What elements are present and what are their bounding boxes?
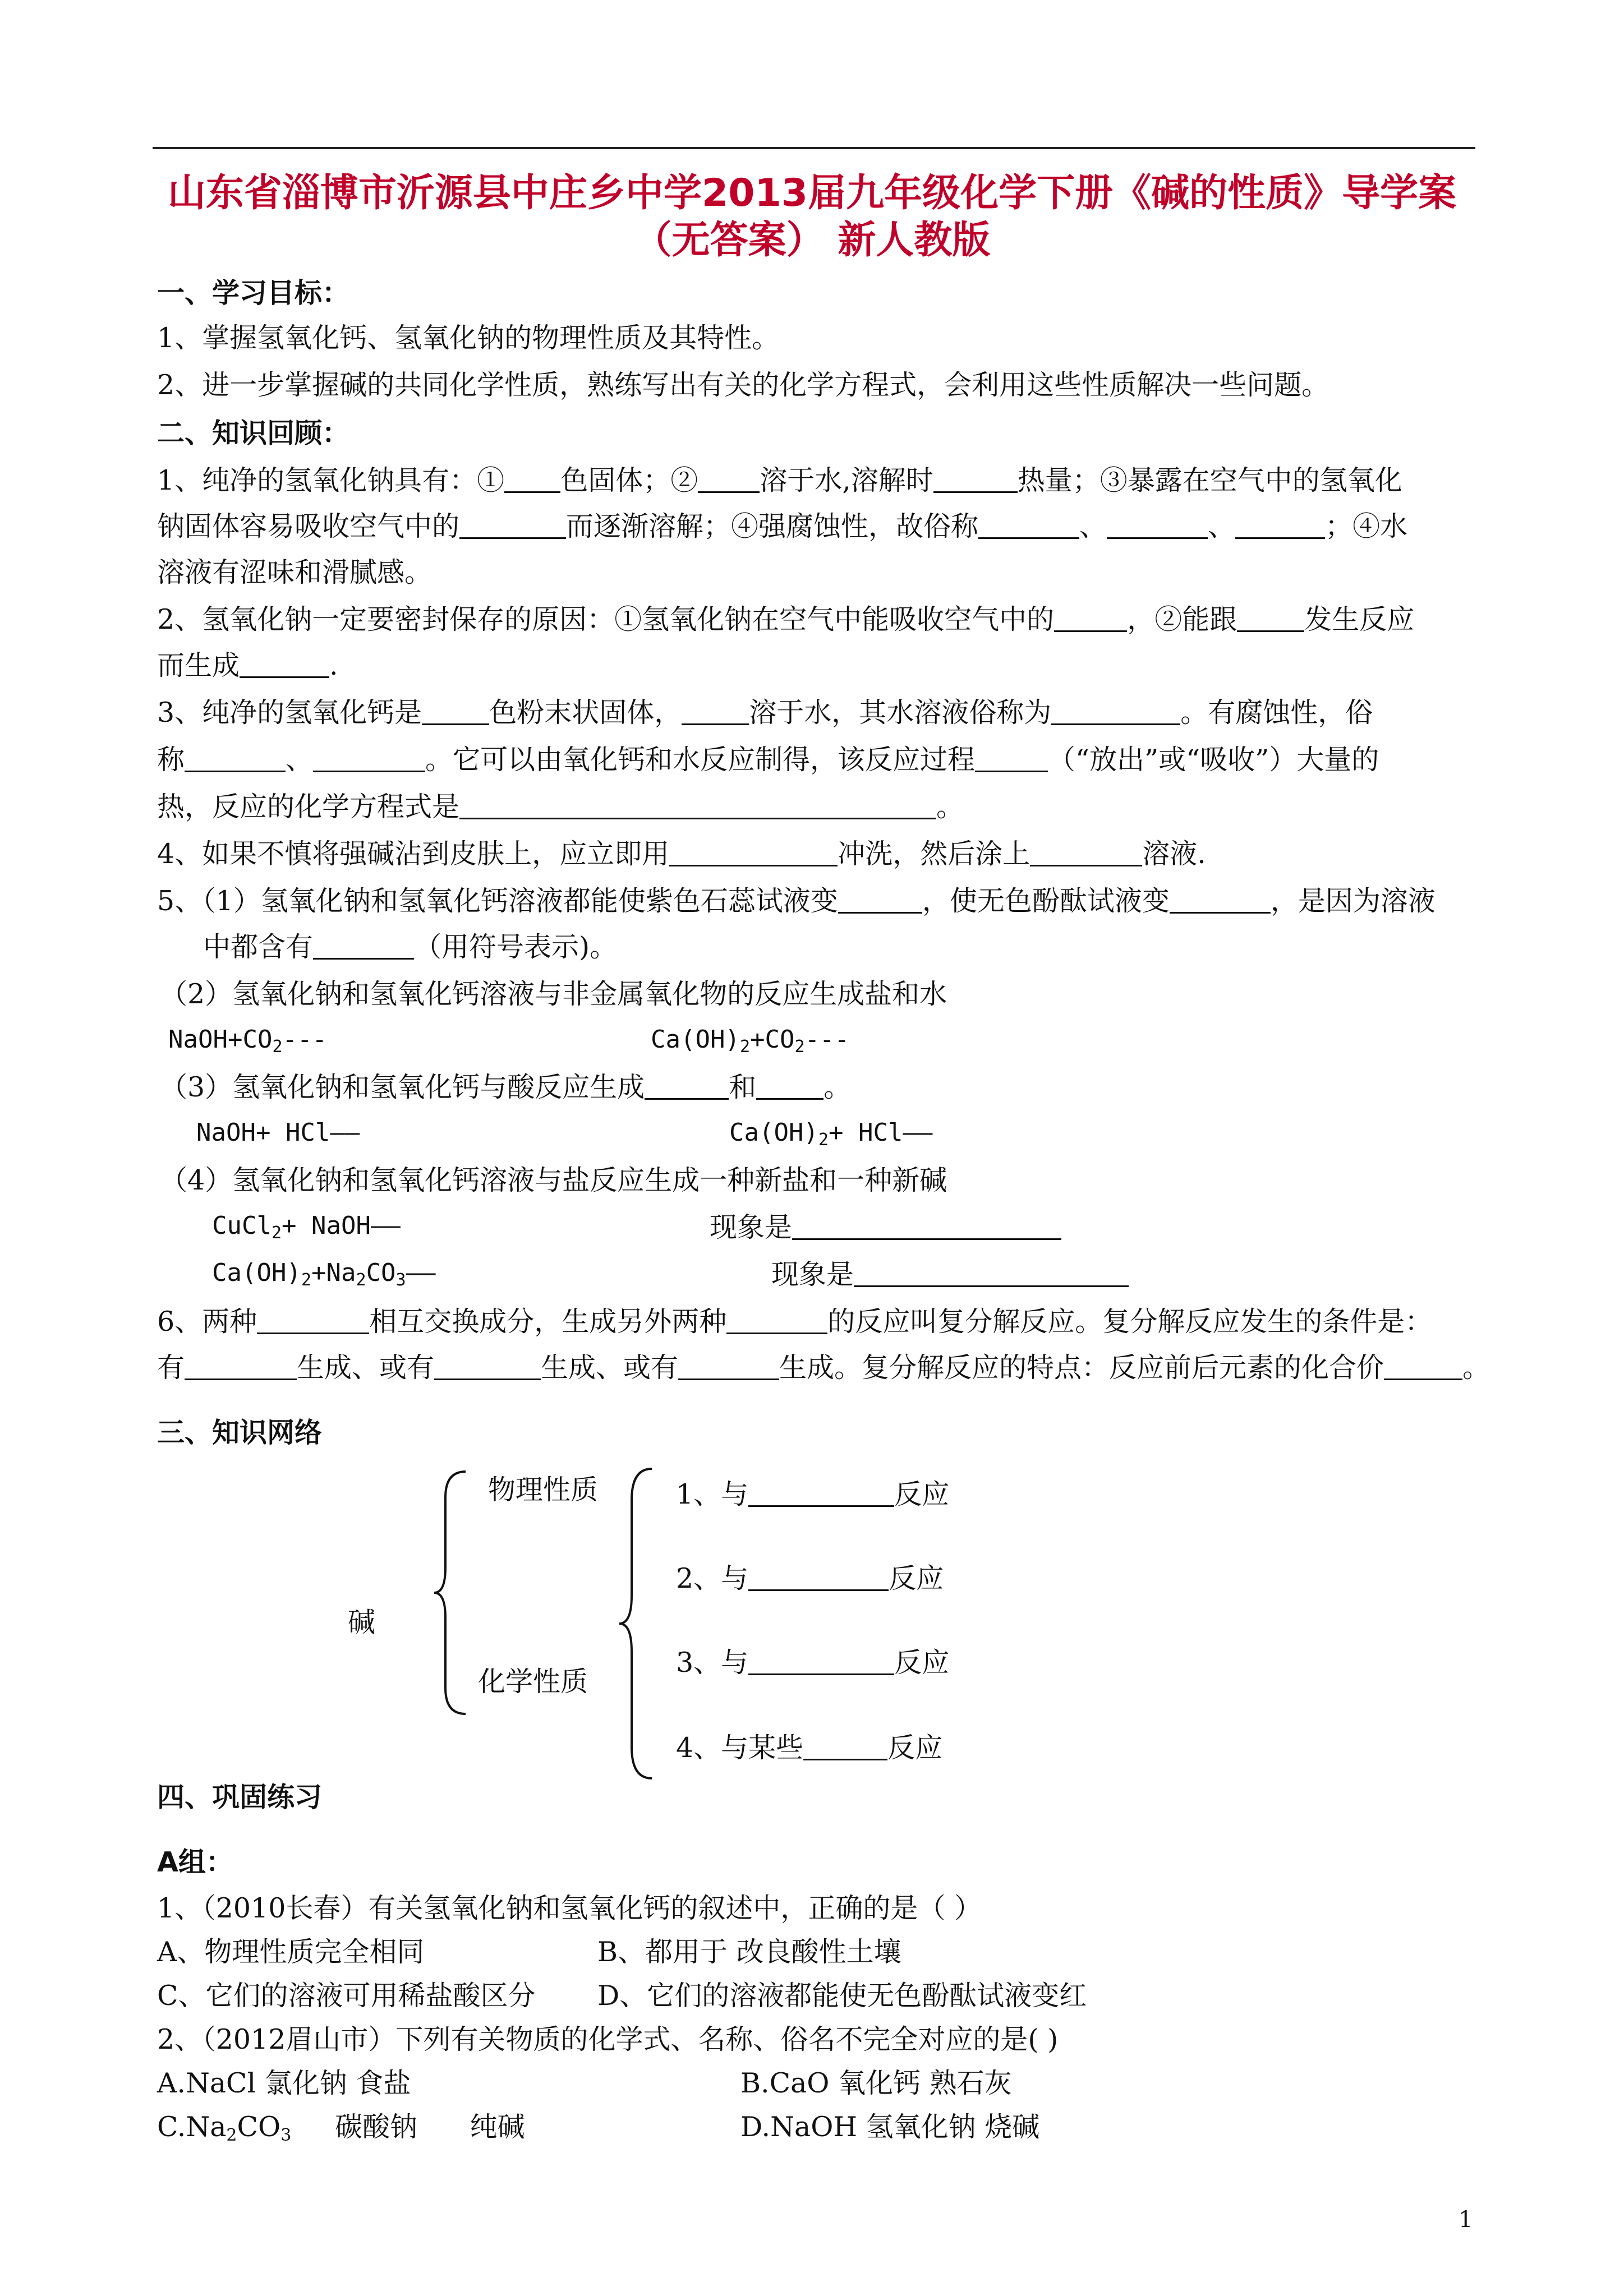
practice-q1-option-c[interactable]: C、它们的溶液可用稀盐酸区分 xyxy=(157,1980,536,2012)
text: 色粉末状固体， xyxy=(489,697,682,729)
text: +Na xyxy=(311,1258,356,1287)
text: 冲洗，然后涂上 xyxy=(838,838,1030,870)
text: 2、氢氧化钠一定要密封保存的原因：①氢氧化钠在空气中能吸收空气中的 xyxy=(157,603,1055,635)
equation-naoh-hcl: NaOH+ HCl—— xyxy=(196,1118,360,1147)
text: 。它可以由氧化钙和水反应制得，该反应过程 xyxy=(425,744,976,776)
text: 而逐渐溶解；④强腐蚀性，故俗称 xyxy=(566,510,979,542)
text: 。 xyxy=(936,791,964,823)
subscript: 2 xyxy=(272,1037,283,1057)
answer-blank[interactable] xyxy=(313,746,425,772)
answer-blank[interactable] xyxy=(838,887,922,914)
subscript: 3 xyxy=(280,2126,292,2145)
answer-blank[interactable] xyxy=(1107,513,1208,539)
answer-blank[interactable] xyxy=(1051,699,1180,725)
text: 2、与 xyxy=(676,1562,749,1594)
network-right-brace xyxy=(617,1467,662,1781)
answer-blank[interactable] xyxy=(185,1354,297,1380)
answer-blank[interactable] xyxy=(185,746,286,772)
text: ，使无色酚酞试液变 xyxy=(922,885,1170,917)
text: 相互交换成分，生成另外两种 xyxy=(369,1306,727,1338)
answer-blank[interactable] xyxy=(933,467,1018,493)
answer-blank[interactable] xyxy=(682,699,749,725)
practice-q1-option-b[interactable]: B、都用于 改良酸性土壤 xyxy=(597,1936,901,1968)
network-physical-properties: 物理性质 xyxy=(488,1474,599,1506)
network-left-brace xyxy=(432,1469,477,1716)
subscript: 2 xyxy=(739,1037,751,1057)
text: 生成、或有 xyxy=(541,1352,679,1384)
equation-caoh2-na2co3 xyxy=(212,1258,436,1290)
text: 溶液. xyxy=(1142,838,1206,870)
answer-blank[interactable] xyxy=(1384,1354,1462,1380)
doc-title-line-1: 山东省淄博市沂源县中庄乡中学2013届九年级化学下册《碱的性质》导学案 xyxy=(167,171,1457,215)
review-q3-line1 xyxy=(157,697,1373,729)
subscript: 3 xyxy=(395,1270,406,1290)
answer-blank[interactable] xyxy=(459,793,936,819)
section-heading-goals: 一、学习目标： xyxy=(157,277,350,309)
answer-blank[interactable] xyxy=(257,1308,369,1334)
page-number: 1 xyxy=(1459,2207,1473,2233)
review-q6-line1 xyxy=(157,1306,1433,1338)
text: （3）氢氧化钠和氢氧化钙与酸反应生成 xyxy=(160,1071,645,1103)
subscript: 2 xyxy=(794,1037,805,1057)
text: —— xyxy=(406,1258,436,1287)
answer-blank[interactable] xyxy=(748,1649,894,1675)
network-root-base: 碱 xyxy=(348,1606,376,1638)
text: Ca(OH) xyxy=(651,1025,740,1054)
text: ，是因为溶液 xyxy=(1270,885,1436,917)
review-q5-part3 xyxy=(160,1073,851,1101)
review-q5-part2: （2）氢氧化钠和氢氧化钙溶液与非金属氧化物的反应生成盐和水 xyxy=(160,978,947,1010)
equation-caoh2-co2 xyxy=(651,1025,850,1057)
review-q4 xyxy=(157,840,1206,868)
text: 1、纯净的氢氧化钠具有：① xyxy=(157,464,505,496)
text: Ca(OH) xyxy=(729,1118,818,1147)
section-heading-review: 二、知识回顾： xyxy=(157,417,350,449)
text: CuCl xyxy=(212,1211,272,1240)
text: + NaOH—— xyxy=(282,1211,401,1240)
practice-q2-option-b[interactable]: B.CaO 氧化钙 熟石灰 xyxy=(740,2067,1012,2099)
text: 的反应叫复分解反应。复分解反应发生的条件是： xyxy=(827,1306,1433,1338)
answer-blank[interactable] xyxy=(803,1734,887,1760)
text: 反应 xyxy=(887,1732,943,1764)
answer-blank[interactable] xyxy=(678,1354,779,1380)
text: +CO xyxy=(750,1025,795,1054)
answer-blank[interactable] xyxy=(698,467,760,493)
text: 色固体；② xyxy=(560,464,698,496)
text: Ca(OH) xyxy=(212,1258,301,1287)
text: 中都含有 xyxy=(203,931,314,963)
doc-title-line-2: （无答案） 新人教版 xyxy=(633,218,991,262)
review-q6-line2 xyxy=(157,1352,1490,1384)
equation-caoh2-hcl xyxy=(729,1118,933,1150)
text: 4、如果不慎将强碱沾到皮肤上，应立即用 xyxy=(157,838,670,870)
phenomenon-2 xyxy=(771,1258,1129,1290)
answer-blank[interactable] xyxy=(854,1261,1129,1287)
text: 。 xyxy=(823,1071,852,1103)
text: 1、与 xyxy=(676,1478,749,1510)
answer-blank[interactable] xyxy=(748,1481,894,1507)
subscript: 2 xyxy=(818,1130,829,1150)
practice-q2-option-a[interactable]: A.NaCl 氯化钠 食盐 xyxy=(157,2067,411,2099)
text: 。 xyxy=(1462,1352,1490,1384)
text: 5、（1）氢氧化钠和氢氧化钙溶液都能使紫色石蕊试液变 xyxy=(157,885,838,917)
answer-blank[interactable] xyxy=(1237,606,1304,632)
text: 4、与某些 xyxy=(676,1732,804,1764)
answer-blank[interactable] xyxy=(1054,606,1127,632)
answer-blank[interactable] xyxy=(1235,513,1325,539)
text: 反应 xyxy=(894,1647,950,1679)
equation-cucl2-naoh xyxy=(212,1211,401,1243)
practice-q2-option-c[interactable] xyxy=(157,2111,525,2145)
answer-blank[interactable] xyxy=(975,746,1048,772)
answer-blank[interactable] xyxy=(313,933,414,960)
answer-blank[interactable] xyxy=(1170,887,1271,914)
network-reaction-3 xyxy=(676,1647,950,1679)
network-reaction-4 xyxy=(676,1734,942,1762)
text: . xyxy=(329,649,338,681)
practice-group-a: A组： xyxy=(157,1846,233,1878)
practice-q2-option-d[interactable]: D.NaOH 氢氧化钠 烧碱 xyxy=(740,2111,1040,2143)
text: 现象是 xyxy=(771,1258,854,1290)
text: 。有腐蚀性，俗 xyxy=(1180,697,1373,729)
text: ；④水 xyxy=(1325,510,1408,542)
network-reaction-1 xyxy=(676,1478,950,1510)
text: 反应 xyxy=(889,1562,944,1594)
answer-blank[interactable] xyxy=(504,467,560,493)
practice-q2: 2、（2012眉山市）下列有关物质的化学式、名称、俗名不完全对应的是( ) xyxy=(157,2023,1059,2055)
review-q5-part4: （4）氢氧化钠和氢氧化钙溶液与盐反应生成一种新盐和一种新碱 xyxy=(160,1164,947,1196)
answer-blank[interactable] xyxy=(978,513,1079,539)
text: 称 xyxy=(157,744,185,776)
text: + HCl—— xyxy=(829,1118,933,1147)
answer-blank[interactable] xyxy=(645,1073,729,1100)
header-rule xyxy=(153,147,1475,149)
text: 、 xyxy=(286,744,314,776)
subscript: 2 xyxy=(226,2126,237,2145)
review-q3-line2 xyxy=(157,744,1379,776)
text: 现象是 xyxy=(710,1211,793,1243)
text: 、 xyxy=(1079,510,1107,542)
equation-naoh-co2 xyxy=(168,1025,327,1057)
section-heading-network: 三、知识网络 xyxy=(157,1417,323,1449)
review-q2-line2 xyxy=(157,649,338,681)
practice-q1: 1、（2010长春）有关氢氧化钠和氢氧化钙的叙述中，正确的是（ ） xyxy=(157,1892,982,1924)
review-q1-line2 xyxy=(157,510,1408,542)
text: 碳酸钠 纯碱 xyxy=(291,2111,525,2143)
text: 3、纯净的氢氧化钙是 xyxy=(157,697,422,729)
review-q1-line3: 溶液有涩味和滑腻感。 xyxy=(157,556,433,588)
text: 生成。复分解反应的特点：反应前后元素的化合价 xyxy=(779,1352,1384,1384)
text: 和 xyxy=(729,1071,757,1103)
text: --- xyxy=(804,1025,850,1054)
text: NaOH+CO xyxy=(168,1025,273,1054)
answer-blank[interactable] xyxy=(726,1308,827,1334)
answer-blank[interactable] xyxy=(434,1354,541,1380)
text: 、 xyxy=(1208,510,1236,542)
phenomenon-1 xyxy=(710,1211,1061,1243)
text: 热，反应的化学方程式是 xyxy=(157,791,460,823)
text: --- xyxy=(282,1025,327,1054)
network-reaction-2 xyxy=(676,1562,944,1594)
section-heading-practice: 四、巩固练习 xyxy=(157,1781,323,1813)
answer-blank[interactable] xyxy=(422,699,489,725)
subscript: 2 xyxy=(301,1270,312,1290)
text: ，②能跟 xyxy=(1127,603,1237,635)
text: 溶于水，其水溶液俗称为 xyxy=(749,697,1052,729)
review-q5-line1 xyxy=(157,887,1436,915)
text: CO xyxy=(237,2111,281,2143)
goal-1: 1、掌握氢氧化钙、氢氧化钠的物理性质及其特性。 xyxy=(157,322,780,354)
answer-blank[interactable] xyxy=(669,840,838,866)
text: CO xyxy=(366,1258,396,1287)
text: 6、两种 xyxy=(157,1306,257,1338)
text: 生成、或有 xyxy=(297,1352,435,1384)
text: 有 xyxy=(157,1352,185,1384)
answer-blank[interactable] xyxy=(459,513,566,539)
text: 热量；③暴露在空气中的氢氧化 xyxy=(1017,464,1402,496)
text: 钠固体容易吸收空气中的 xyxy=(157,510,460,542)
answer-blank[interactable] xyxy=(240,652,329,678)
answer-blank[interactable] xyxy=(1030,840,1142,866)
review-q5-line2 xyxy=(203,933,617,961)
review-q3-line3 xyxy=(157,791,964,823)
practice-q1-option-a[interactable]: A、物理性质完全相同 xyxy=(157,1936,425,1968)
answer-blank[interactable] xyxy=(756,1073,823,1100)
text: 溶于水,溶解时 xyxy=(760,464,933,496)
text: （“放出”或“吸收”）大量的 xyxy=(1048,744,1379,776)
text: C.Na xyxy=(157,2111,227,2143)
goal-2: 2、进一步掌握碱的共同化学性质，熟练写出有关的化学方程式，会利用这些性质解决一些问题。 xyxy=(157,369,1329,401)
text: 而生成 xyxy=(157,649,240,681)
answer-blank[interactable] xyxy=(792,1214,1061,1240)
answer-blank[interactable] xyxy=(748,1565,889,1591)
text: 反应 xyxy=(894,1478,950,1510)
review-q1-line1 xyxy=(157,464,1402,496)
network-chemical-properties: 化学性质 xyxy=(478,1666,588,1698)
subscript: 2 xyxy=(356,1270,366,1290)
text: （用符号表示)。 xyxy=(414,931,618,963)
practice-q1-option-d[interactable]: D、它们的溶液都能使无色酚酞试液变红 xyxy=(597,1980,1087,2012)
text: 发生反应 xyxy=(1304,603,1415,635)
subscript: 2 xyxy=(271,1223,282,1243)
review-q2-line1 xyxy=(157,603,1415,635)
text: 3、与 xyxy=(676,1647,749,1679)
